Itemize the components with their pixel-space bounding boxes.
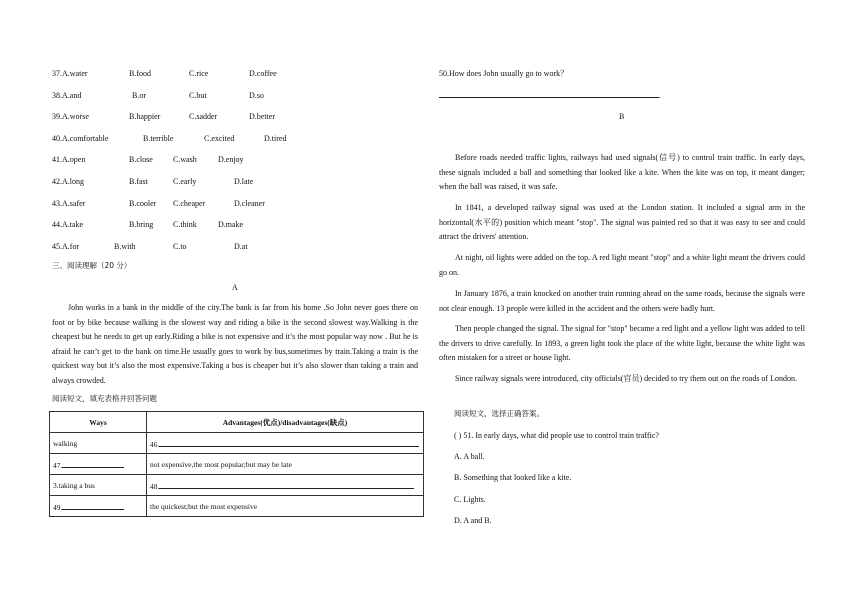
cloze-option[interactable]: B.bring [129,220,154,230]
cloze-question-number: 41.A.open [52,155,86,165]
answer-line-50[interactable]: . [439,89,661,101]
cloze-option[interactable]: B.fast [129,177,148,186]
question-50: 50.How does John usually go to work？ [439,69,569,78]
cloze-question-number: 37.A.water [52,69,88,78]
cell-way: 3.taking a bus [50,475,147,496]
passage-a-text: John works in a bank in the middle of the city.The bank is far from his home .So John never goes there on foot or by bike because walking is the slowest way and riding a bike is the second slowest way.Walking is the cheapest but he needs to get up early.Riding a bike is not expensive and it’s the most popular way now . But he is afraid he can’t get to the bank on time.He usually goes to work by bus,sometimes by train.Taking a train is the quickest way but it’s also the most expensive.Taking a bus is cheaper but it’s also slower than taking a train and always crowded. [52,303,418,385]
cloze-option[interactable]: B.cooler [129,198,157,208]
cell-way[interactable]: 47. [50,454,147,475]
passage-b-paragraph: In 1841, a developed railway signal was used at the London station. It included a signal arm in the horizontal(水平的) position which meant "stop". The signal was painted red so that it was easy to see and could attract the drivers' attention. [439,203,805,241]
cloze-option[interactable]: C.excited [204,133,235,143]
table-row [50,454,424,475]
cloze-option[interactable]: C.sadder [189,112,218,122]
cloze-question-number: 43.A.safer [52,198,86,208]
option-b[interactable]: B. Something that looked like a kite. [454,473,572,482]
cloze-option[interactable]: B.food [129,69,151,78]
cloze-question-number: 42.A.long [52,177,84,186]
cell-way: walking [50,433,147,454]
cell-detail: the quickest;but the most expensive [147,496,424,517]
cloze-option[interactable]: C.rice [189,69,209,78]
cloze-option[interactable]: C.cheaper [173,198,206,208]
cloze-option[interactable]: D.cleaner [234,198,265,208]
table-instruction: 阅读短文，填充表格并回答问题 [52,394,157,403]
cloze-option[interactable]: B.or [132,90,146,100]
passage-b-paragraph: In January 1876, a train knocked on another train running ahead on the same roads, because the signals were not clear enough. 13 people were killed in the accident and the others were badly hurt. [439,289,805,313]
cloze-question-number: 39.A.worse [52,112,89,122]
cloze-question-number: 45.A.for [52,241,80,251]
cloze-question-number: 38.A.and [52,90,82,100]
table-row [50,496,424,517]
cloze-option[interactable]: D.better [249,112,275,122]
question-51: ( ) 51. In early days, what did people use to control train traffic? [454,431,659,440]
table-header-row [50,412,424,433]
cloze-option[interactable]: C.early [173,177,197,186]
choice-instruction: 阅读短文，选择正确答案。 [454,409,544,418]
passage-b-paragraph: Before roads needed traffic lights, railways had used signals(信号) to control train traffic. In early days, these signals included a ball and something that looked like a kite. When the kite was on top, it meant danger; when the ball was raised, it was safe. [439,153,805,191]
passage-a-label: A [232,283,238,292]
cloze-option[interactable]: B.terrible [143,133,174,143]
cloze-option[interactable]: B.happier [129,112,161,122]
cell-way[interactable]: 49. [50,496,147,517]
cloze-option[interactable]: D.coffee [249,69,277,78]
cloze-option[interactable]: C.wash [173,155,197,165]
cloze-question-number: 44.A.take [52,220,84,230]
cloze-option[interactable]: B.close [129,155,153,165]
cloze-option[interactable]: D.make [218,220,244,230]
passage-b-paragraph: Since railway signals were introduced, city officials(官员) decided to try them out on the roads of London. [455,374,797,383]
cloze-option[interactable]: D.tired [264,133,287,143]
cloze-option[interactable]: C.but [189,90,207,100]
cloze-option[interactable]: D.at [234,241,248,251]
ways-table [49,411,424,517]
passage-b-label: B [619,112,625,121]
passage-b-paragraph: At night, oil lights were added on the top. A red light meant "stop" and a white light meant the drivers could go on. [439,253,805,277]
section-heading: 三、阅读理解（20 分） [52,261,132,270]
header-advantages: Advantages(优点)/disadvantages(缺点) [147,412,424,433]
cell-detail: not expensive,the most popular;but may be late [147,454,424,475]
cell-detail[interactable]: 46. [147,433,424,454]
header-ways: Ways [50,412,147,433]
cloze-option[interactable]: C.to [173,241,187,251]
cloze-option[interactable]: D.late [234,177,254,186]
cloze-option[interactable]: B.with [114,241,136,251]
cell-detail[interactable]: 48. [147,475,424,496]
table-row [50,475,424,496]
option-d[interactable]: D. A and B. [454,516,492,525]
option-c[interactable]: C. Lights. [454,495,486,504]
cloze-option[interactable]: D.enjoy [218,155,244,165]
option-a[interactable]: A. A ball. [454,452,485,461]
cloze-question-number: 40.A.comfortable [52,133,109,143]
cloze-option[interactable]: D.so [249,90,264,100]
table-row [50,433,424,454]
passage-b-paragraph: Then people changed the signal. The signal for "stop" became a red light and a yellow light was added to tell the drivers to drive carefully. In 1893, a green light took the place of the white light, because the white light was often mistaken for a street or house light. [439,324,805,362]
cloze-option[interactable]: C.think [173,220,197,230]
